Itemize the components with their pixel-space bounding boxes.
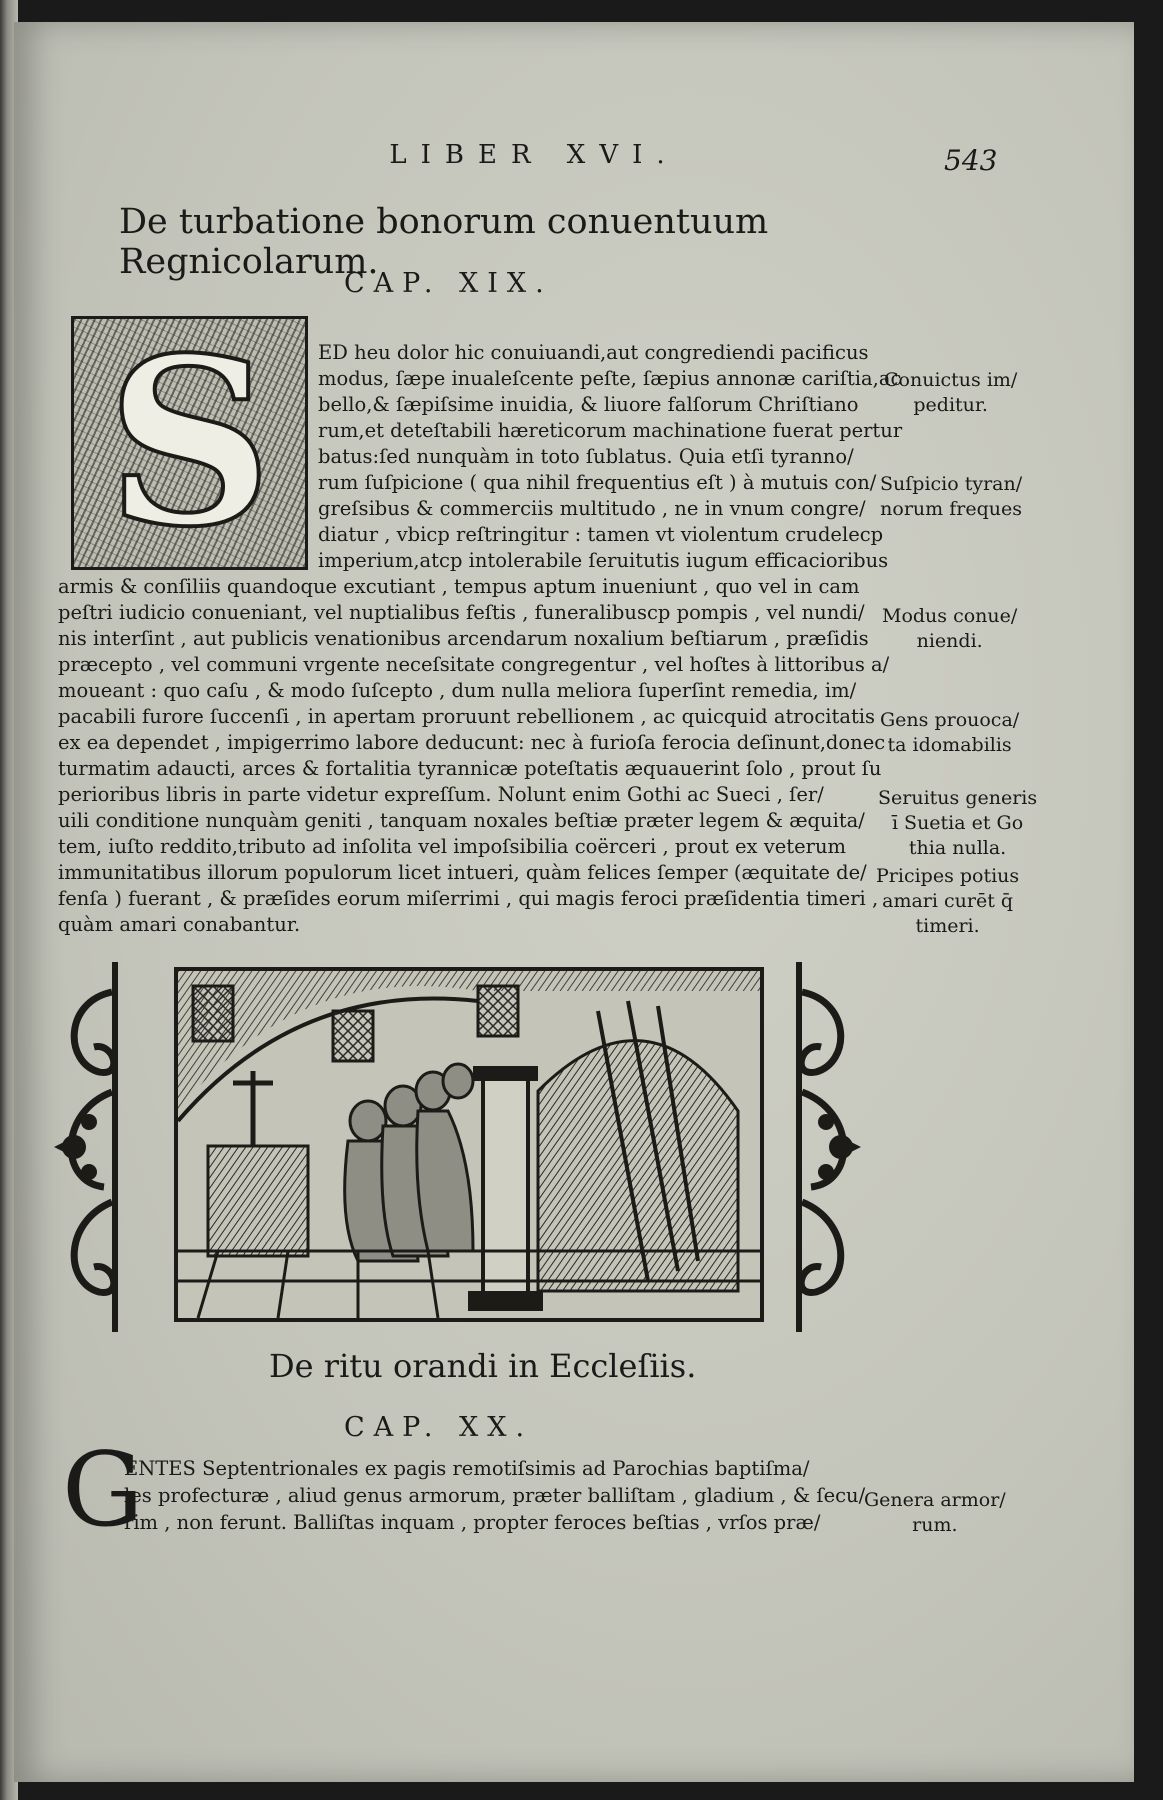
ch19-line-5: batus:ſed nunquàm in toto ſublatus. Quia etſi tyranno/ — [318, 445, 854, 468]
ch19-line-22: fenſa ) fuerant , & præſides eorum miſerrimi , qui magis feroci præſidentia timeri , — [58, 887, 879, 910]
margin-note — [880, 708, 1019, 758]
margin-note-line: Conuictus im/ — [884, 369, 1018, 391]
ch19-line-7: greſsibus & commerciis multitudo , ne in vnum congre/ — [318, 497, 866, 520]
margin-note — [882, 604, 1017, 654]
ch20-line-2: les profecturæ , aliud genus armorum, præter balliſtam , gladium , & ſecu/ — [124, 1484, 866, 1507]
ch20-line-3: rim , non ferunt. Balliſtas inquam , propter feroces beſtias , vrſos præ/ — [124, 1511, 821, 1534]
ch19-line-11: peſtri iudicio conueniant, vel nuptialibus feſtis , funeralibuscp pompis , vel nundi/ — [58, 601, 865, 624]
ch19-line-2: modus, ſæpe inualeſcente peſte, ſæpius annonæ cariſtia,ac — [318, 367, 902, 390]
margin-note — [878, 786, 1037, 861]
woodcut-illustration — [174, 967, 764, 1322]
margin-note — [880, 472, 1022, 522]
margin-note-line: Genera armor/ — [864, 1489, 1006, 1511]
ch19-line-1: ED heu dolor hic conuiuandi,aut congrediendi pacificus — [318, 341, 869, 364]
right-ornament-border — [776, 962, 861, 1332]
margin-note-line: Seruitus generis — [878, 787, 1038, 809]
chapter-19-title: De turbatione bonorum conuentuum Regnicolarum. — [119, 202, 769, 282]
chapter-19-number: CAP. XIX. — [344, 268, 553, 299]
decorated-initial-s — [71, 308, 308, 578]
ch19-line-4: rum,et deteſtabili hæreticorum machinatione fuerat pertur — [318, 419, 903, 442]
ch19-line-6: rum ſuſpicione ( qua nihil frequentius eſt ) à mutuis con/ — [318, 471, 877, 494]
ch19-line-3: bello,& ſæpiſsime inuidia, & liuore falſorum Chriſtiano — [318, 393, 859, 416]
ch19-line-18: perioribus libris in parte videtur expreſſum. Nolunt enim Gothi ac Sueci , ſer/ — [58, 783, 824, 806]
margin-note-line: niendi. — [916, 630, 983, 652]
margin-note-line: Pricipes potius — [876, 865, 1020, 887]
woodcut-scene — [178, 971, 760, 1318]
margin-note-line: ī Suetia et Go — [891, 812, 1024, 834]
margin-note — [884, 368, 1017, 418]
margin-note-line: Gens prouoca/ — [880, 709, 1020, 731]
margin-note-line: amari curēt q̄ — [882, 890, 1014, 912]
margin-note-line: thia nulla. — [908, 837, 1007, 859]
margin-note-line: rum. — [912, 1514, 958, 1536]
ch19-line-13: præcepto , vel communi vrgente neceſsitate congregentur , vel hoſtes à littoribus a/ — [58, 653, 890, 676]
left-ornament-border — [54, 962, 139, 1332]
page-number: 543 — [944, 144, 998, 177]
ch19-line-9: imperium,atcp intolerabile ſeruitutis iugum efficacioribus — [318, 549, 889, 572]
ch19-line-16: ex ea dependet , impigerrimo labore deducunt: nec à furioſa ferocia deſinunt,donec — [58, 731, 886, 754]
initial-letter-g: G — [62, 1431, 144, 1550]
ch19-line-23: quàm amari conabantur. — [58, 913, 301, 936]
ch19-line-12: nis interſint , aut publicis venationibus arcendarum noxalium beſtiarum , præſidis — [58, 627, 869, 650]
margin-note-line: Modus conue/ — [882, 605, 1018, 627]
margin-note — [876, 864, 1019, 939]
ch19-line-17: turmatim adaucti, arces & fortalitia tyrannicæ poteſtatis æquauerint ſolo , prout ſu — [58, 757, 882, 780]
margin-note-line: norum freques — [880, 498, 1022, 520]
ch19-line-19: uili conditione nunquàm geniti , tanquam noxales beſtiæ præter legem & æquita/ — [58, 809, 865, 832]
chapter-20-number: CAP. XX. — [344, 1412, 534, 1443]
book-page — [14, 22, 1134, 1782]
ch19-line-21: immunitatibus illorum populorum licet intueri, quàm felices ſemper (æquitate de/ — [58, 861, 867, 884]
margin-note-line: peditur. — [913, 394, 988, 416]
ch19-line-14: moueant : quo caſu , & modo ſuſcepto , dum nulla meliora ſuperſint remedia, im/ — [58, 679, 857, 702]
margin-note — [864, 1488, 1006, 1538]
ch20-line-1: ENTES Septentrionales ex pagis remotiſsimis ad Parochias baptiſma/ — [124, 1457, 810, 1480]
ch19-line-15: pacabili furore ſuccenſi , in apertam proruunt rebellionem , ac quicquid atrocitatis — [58, 705, 876, 728]
ch19-line-8: diatur , vbicp reſtringitur : tamen vt violentum crudelecp — [318, 523, 884, 546]
decorated-initial-letter: S — [106, 308, 273, 578]
ch19-line-20: tem, iuſto reddito,tributo ad inſolita vel impoſsibilia coërceri , prout ex veterum — [58, 835, 847, 858]
ch19-line-10: armis & conſiliis quandoque excutiant , tempus aptum inueniunt , quo vel in cam — [58, 575, 860, 598]
running-head: LIBER XVI. — [389, 140, 679, 170]
margin-note-line: Suſpicio tyran/ — [880, 473, 1023, 495]
margin-note-line: ta idomabilis — [887, 734, 1012, 756]
chapter-20-title: De ritu orandi in Eccleſiis. — [269, 1347, 697, 1385]
margin-note-line: timeri. — [915, 915, 980, 937]
